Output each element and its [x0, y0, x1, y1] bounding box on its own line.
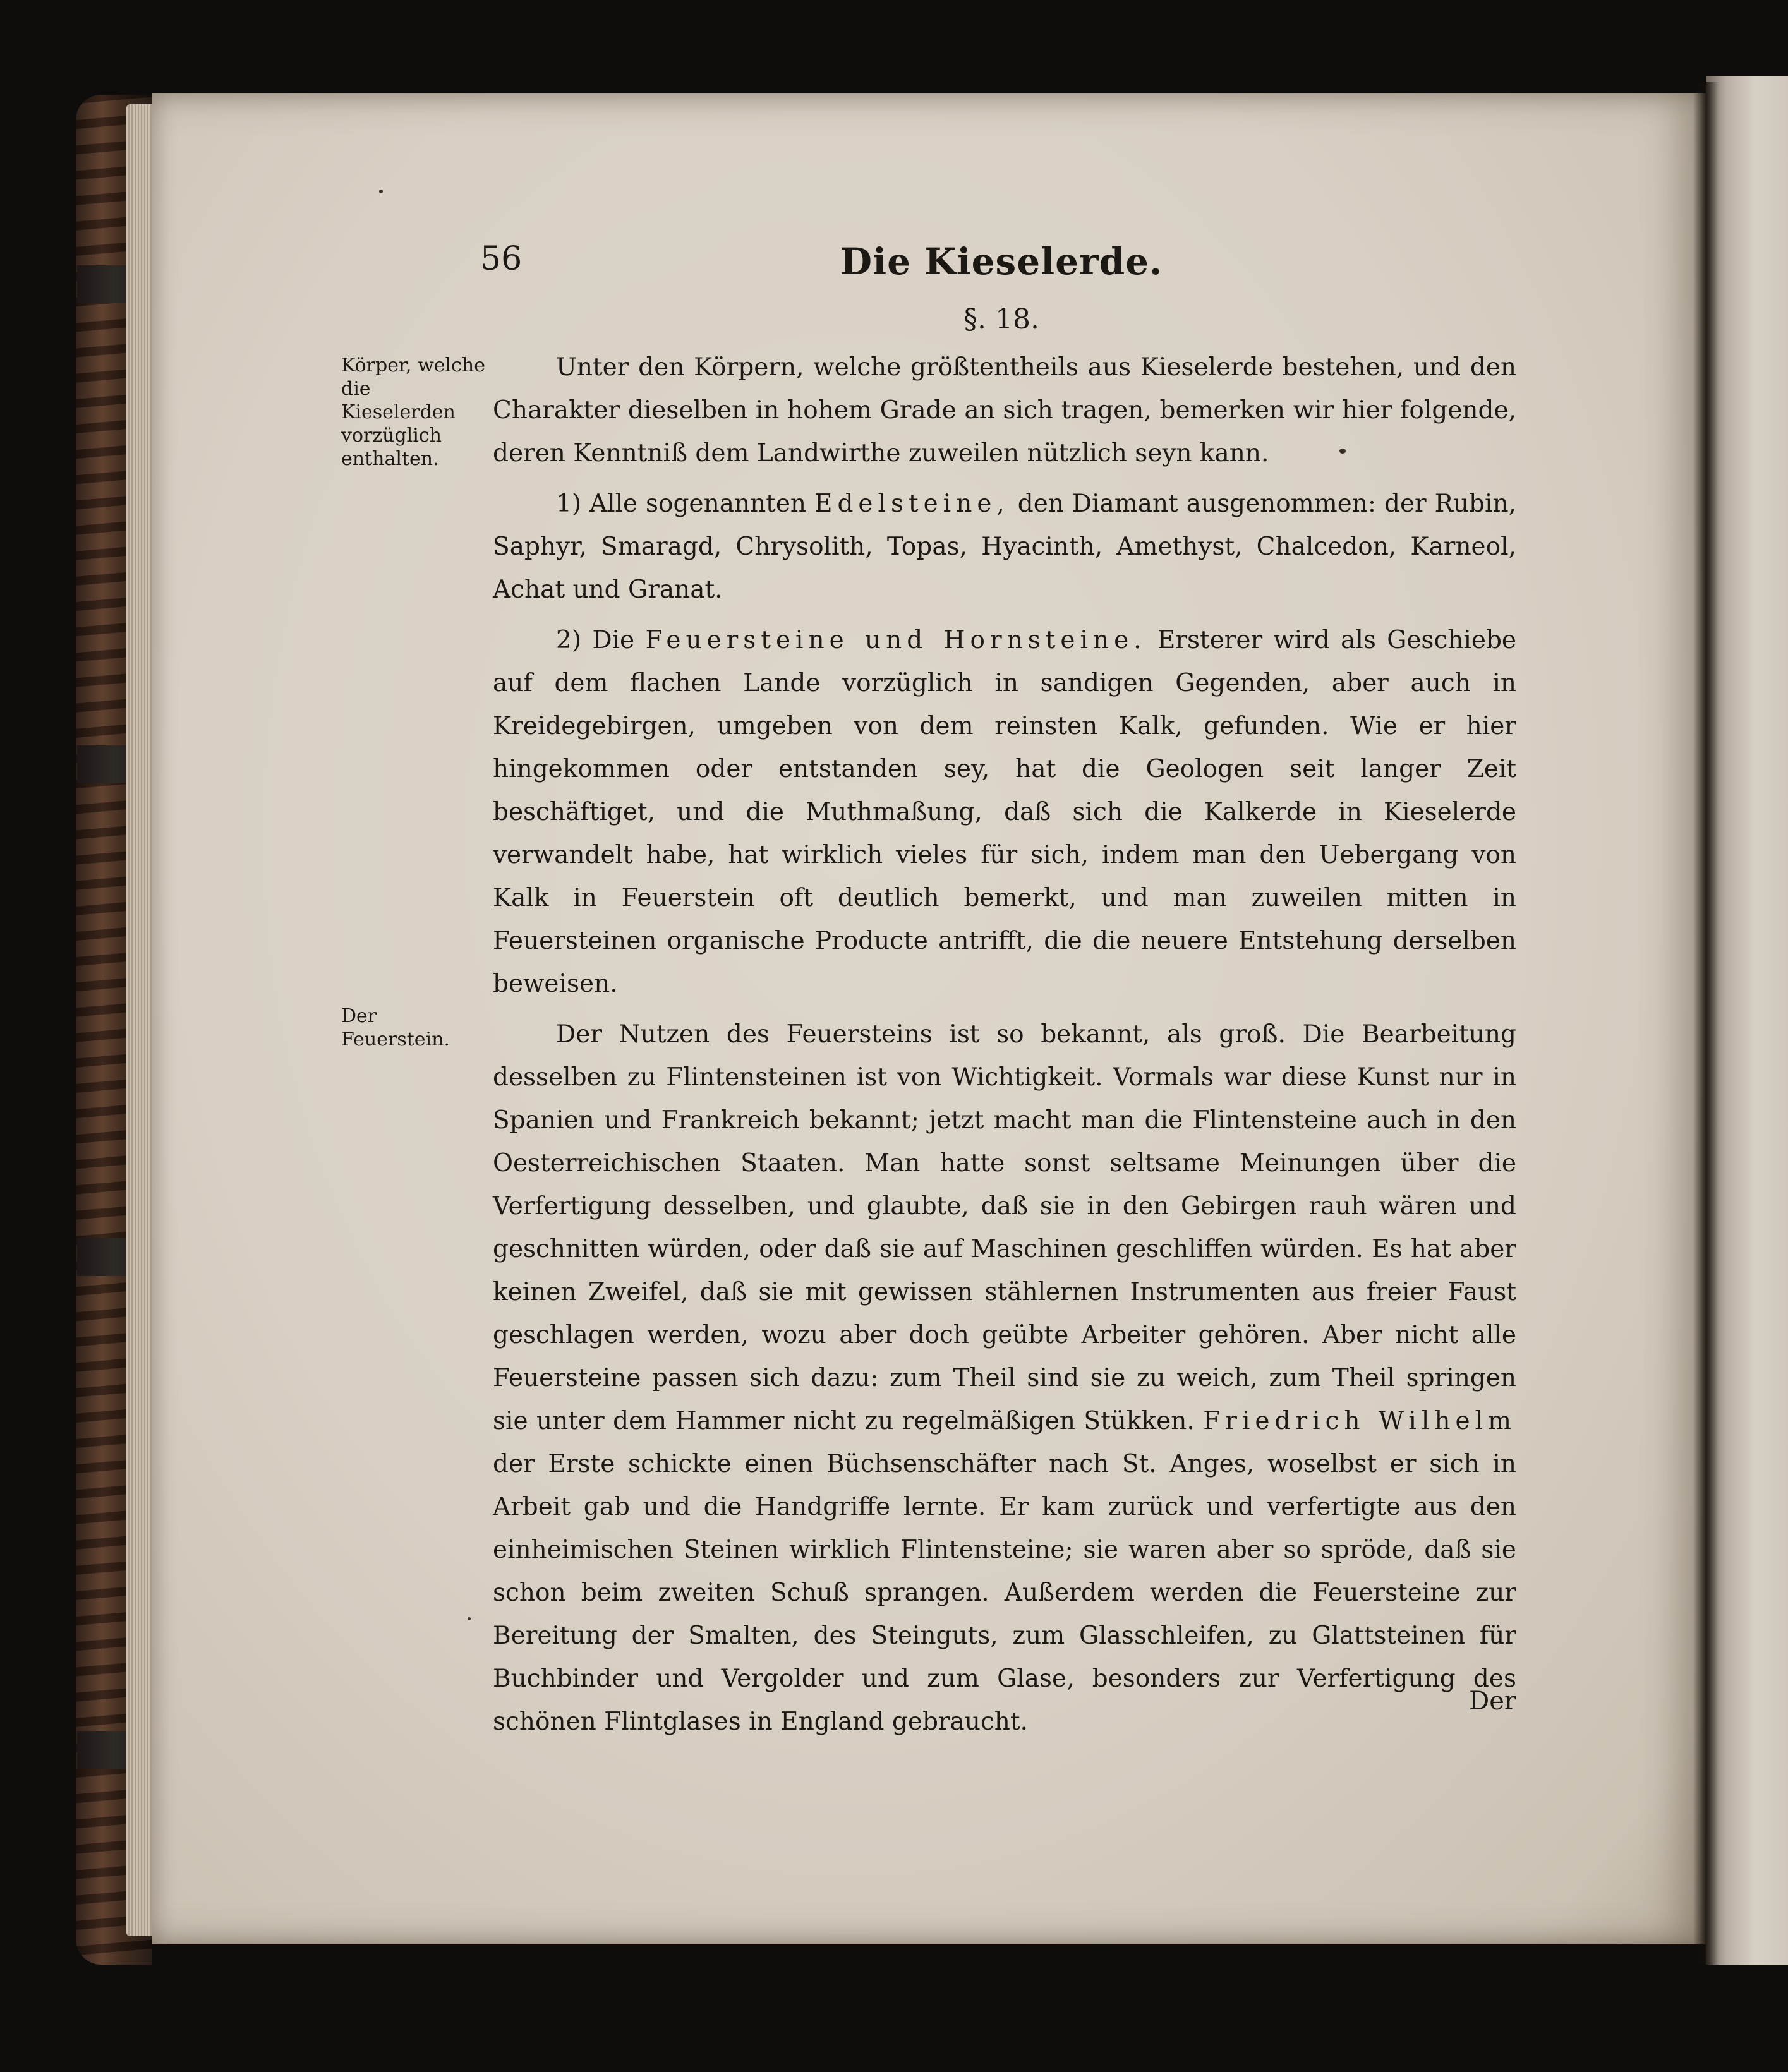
main-text [493, 346, 1516, 1744]
margin-note-feuerstein: Der Feuerstein. [341, 1005, 450, 1051]
paragraph-edelsteine [493, 483, 1516, 611]
paragraph-nutzen-rest: der Erste schickte einen Büchsenschäfter nach St. Anges, woselbst er sich in Arbeit gab und die Handgriffe lernte. Er kam zurück und verfertigte aus den einheimischen Steinen wirklich Flintensteine; sie waren aber so spröde, daß sie schon beim zweiten Schuß sprangen. Außerdem werden die Feuersteine zur Bereitung der Smalten, des Steinguts, zum Glasschleifen, zu Glattsteinen für Buchbinder und Vergolder und zum Glase, besonders zur Verfertigung des schönen Flintglases in England gebraucht. [493, 1450, 1516, 1736]
paragraph-feuersteine [493, 619, 1516, 1006]
paper-speck [379, 190, 383, 193]
running-title: Die Kieselerde. [840, 240, 1163, 283]
section-heading: §. 18. [963, 303, 1039, 335]
paragraph-intro: Unter den Körpern, welche größtentheils aus Kieselerde bestehen, und den Charakter dieselben in hohem Grade an sich tragen, bemerken wir hier folgende, deren Kenntniß dem Landwirthe zuweilen nützlich seyn kann. [493, 353, 1516, 467]
paragraph-nutzen [493, 1013, 1516, 1744]
paragraph-feuersteine-rest: Ersterer wird als Geschiebe auf dem flachen Lande vorzüglich in sandigen Gegenden, aber auch in Kreidegebirgen, umgeben von dem reinsten Kalk, gefunden. Wie er hier hingekommen oder entstanden sey, hat die Geologen seit langer Zeit beschäftiget, und die Muthmaßung, daß sich die Kalkerde in Kieselerde verwandelt habe, hat wirklich vieles für sich, indem man den Uebergang von Kalk in Feuerstein oft deutlich bemerkt, und man zuweilen mitten in Feuersteinen organische Producte antrifft, die die neuere Entstehung derselben beweisen. [493, 626, 1517, 998]
running-head [480, 240, 1523, 291]
paragraph-feuersteine-lead: 2) Die [556, 626, 635, 654]
paragraph-edelsteine-rest: den Diamant ausgenommen: der Rubin, Saphyr, Smaragd, Chrysolith, Topas, Hyacinth, Amethyst, Chalcedon, Karneol, Achat und Granat. [493, 490, 1517, 604]
paragraph-edelsteine-lead: 1) Alle sogenannten [556, 490, 807, 518]
paper-speck [468, 1617, 471, 1620]
name-friedrich-wilhelm: Friedrich Wilhelm [1203, 1407, 1517, 1435]
margin-note-koerper: Körper, welche die Kieselerden vorzüglich enthalten. [341, 354, 485, 470]
term-edelsteine: Edelsteine, [814, 490, 1010, 518]
page-number: 56 [480, 240, 523, 278]
catchword: Der [1469, 1687, 1516, 1716]
paragraph-nutzen-lead: Der Nutzen des Feuersteins ist so bekannt, als groß. Die Bearbeitung desselben zu Flintensteinen ist von Wichtigkeit. Vormals war diese Kunst nur in Spanien und Frankreich bekannt; jetzt macht man die Flintensteine auch in den Oesterreichischen Staaten. Man hatte sonst seltsame Meinungen über die Verfertigung desselben, und glaubte, daß sie in den Gebirgen rauh wären und geschnitten würden, oder daß sie auf Maschinen geschliffen würden. Es hat aber keinen Zweifel, daß sie mit gewissen stählernen Instrumenten aus freier Faust geschlagen werden, wozu aber doch geübte Arbeiter gehören. Aber nicht alle Feuersteine passen sich dazu: zum Theil sind sie zu weich, zum Theil springen sie unter dem Hammer nicht zu regelmäßigen Stükken. [493, 1020, 1516, 1435]
term-feuersteine: Feuersteine und Hornsteine. [645, 626, 1147, 654]
gutter-shadow [1693, 82, 1719, 1965]
paper-speck [1339, 449, 1346, 454]
